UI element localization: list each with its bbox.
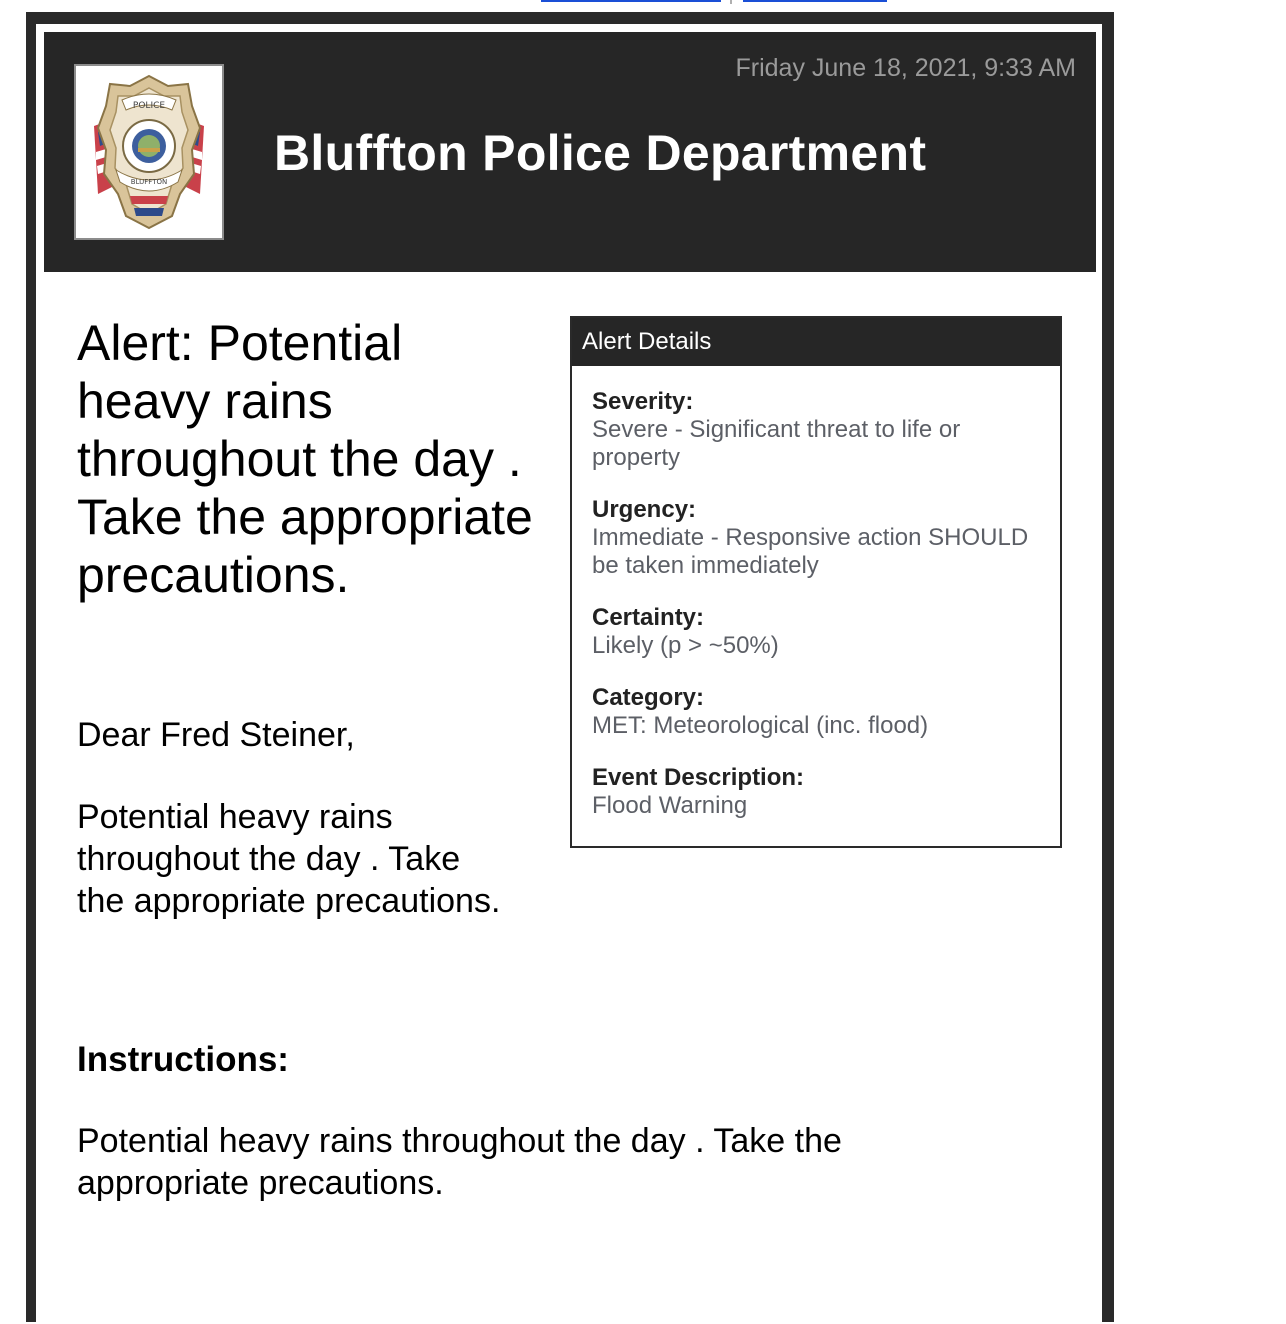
detail-label: Event Description: <box>592 764 805 791</box>
svg-text:BLUFFTON: BLUFFTON <box>130 178 168 186</box>
department-title: Bluffton Police Department <box>274 125 927 181</box>
top-link-underline[interactable] <box>541 0 721 2</box>
detail-field-certainty <box>592 604 1040 660</box>
email-card <box>36 24 1102 1324</box>
detail-field-category <box>592 684 1040 740</box>
top-link-strip <box>0 0 1286 12</box>
top-link-underline[interactable] <box>743 0 887 2</box>
alert-headline: Alert: Potential heavy rains throughout the day . Take the appropriate precautions. <box>77 315 533 603</box>
alert-date: Friday June 18, 2021, 9:33 AM <box>735 54 1076 82</box>
detail-value: MET: Meteorological (inc. flood) <box>592 712 929 739</box>
detail-field-severity <box>592 388 1040 472</box>
top-link-separator <box>730 0 732 4</box>
greeting-text: Dear Fred Steiner, <box>77 716 355 754</box>
svg-text:POLICE: POLICE <box>132 101 166 111</box>
email-frame <box>26 12 1114 1322</box>
detail-field-urgency <box>592 496 1040 580</box>
detail-label: Severity: <box>592 388 694 415</box>
detail-label: Category: <box>592 684 705 711</box>
instructions-text: Potential heavy rains throughout the day . Take the appropriate precautions. <box>77 1122 842 1202</box>
instructions-heading: Instructions: <box>77 1040 289 1079</box>
alert-details-body <box>572 366 1060 820</box>
alert-details-panel <box>570 316 1062 848</box>
detail-field-event-description <box>592 764 1040 820</box>
detail-value: Immediate - Responsive action SHOULD be taken immediately <box>592 524 1029 579</box>
detail-label: Urgency: <box>592 496 697 523</box>
alert-details-title: Alert Details <box>572 318 1060 366</box>
detail-label: Certainty: <box>592 604 705 631</box>
alert-body-text: Potential heavy rains throughout the day . Take the appropriate precautions. <box>77 798 501 920</box>
police-badge-icon <box>74 64 224 240</box>
email-header <box>44 32 1096 272</box>
detail-value: Severe - Significant threat to life or property <box>592 416 961 471</box>
detail-value: Flood Warning <box>592 792 748 819</box>
detail-value: Likely (p > ~50%) <box>592 632 779 659</box>
